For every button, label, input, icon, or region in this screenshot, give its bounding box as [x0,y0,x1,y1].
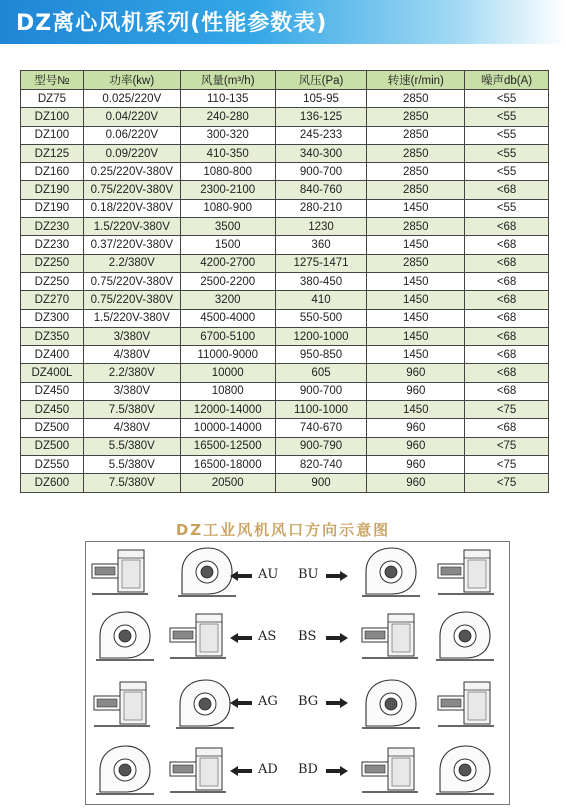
table-row [21,437,549,455]
table-cell: 2850 [367,108,465,126]
table-cell: 0.025/220V [83,90,180,108]
column-header: 功率(kw) [83,71,180,90]
table-cell: <68 [465,236,549,254]
table-cell: 4/380V [83,419,180,437]
table-cell: 3/380V [83,327,180,345]
table-cell: 380-450 [275,272,367,290]
column-header: 转速(r/min) [367,71,465,90]
table-cell: 2300-2100 [180,181,275,199]
table-cell: 1450 [367,401,465,419]
table-cell: 2.2/380V [83,364,180,382]
table-cell: 2850 [367,218,465,236]
table-cell: 7.5/380V [83,401,180,419]
table-cell: DZ160 [21,163,84,181]
table-cell: DZ230 [21,218,84,236]
table-cell: <68 [465,364,549,382]
table-cell: 2850 [367,163,465,181]
table-cell: 960 [367,419,465,437]
column-header: 型号№ [21,71,84,90]
table-cell: <68 [465,382,549,400]
table-cell: 1450 [367,291,465,309]
diagram-title: DZ工业风机风口方向示意图 [175,521,391,539]
table-cell: DZ190 [21,199,84,217]
table-cell: 11000-9000 [180,346,275,364]
table-cell: 1100-1000 [275,401,367,419]
table-cell: 280-210 [275,199,367,217]
table-cell: 0.37/220V-380V [83,236,180,254]
table-cell: 136-125 [275,108,367,126]
table-row [21,108,549,126]
table-cell: DZ75 [21,90,84,108]
label-ag: AG [258,694,278,709]
table-cell: 10000-14000 [180,419,275,437]
table-row [21,327,549,345]
table-cell: 0.75/220V-380V [83,291,180,309]
table-cell: 4/380V [83,346,180,364]
table-cell: 3500 [180,218,275,236]
table-cell: 960 [367,364,465,382]
spec-table [20,70,549,493]
table-row [21,474,549,492]
table-row [21,401,549,419]
column-header: 风量(m³/h) [180,71,275,90]
label-bu: BU [298,567,319,582]
table-cell: <68 [465,218,549,236]
table-cell: DZ500 [21,437,84,455]
table-cell: 900-700 [275,163,367,181]
table-row [21,291,549,309]
table-cell: 3200 [180,291,275,309]
table-cell: 0.25/220V-380V [83,163,180,181]
table-cell: DZ250 [21,272,84,290]
table-header-row [21,71,549,90]
fan-bu-side [438,550,494,594]
fan-bg-front [362,680,420,728]
table-cell: <68 [465,272,549,290]
table-row [21,272,549,290]
table-row [21,181,549,199]
table-row [21,199,549,217]
table-row [21,364,549,382]
table-cell: 300-320 [180,126,275,144]
table-cell: <75 [465,437,549,455]
table-cell: DZ230 [21,236,84,254]
table-cell: 960 [367,437,465,455]
table-cell: <55 [465,144,549,162]
table-cell: DZ400L [21,364,84,382]
table-cell: 1450 [367,272,465,290]
table-cell: 20500 [180,474,275,492]
table-cell: 1450 [367,199,465,217]
table-cell: 950-850 [275,346,367,364]
fan-ag-front [176,680,234,728]
table-cell: 2850 [367,126,465,144]
table-cell: <55 [465,108,549,126]
table-cell: 2850 [367,254,465,272]
table-cell: DZ100 [21,108,84,126]
table-cell: 4200-2700 [180,254,275,272]
table-cell: DZ450 [21,382,84,400]
table-cell: DZ125 [21,144,84,162]
table-cell: 1080-900 [180,199,275,217]
table-cell: <68 [465,419,549,437]
table-cell: 960 [367,382,465,400]
table-cell: 6700-5100 [180,327,275,345]
table-cell: 240-280 [180,108,275,126]
table-cell: <55 [465,90,549,108]
table-cell: 1450 [367,346,465,364]
table-cell: 605 [275,364,367,382]
table-row [21,236,549,254]
table-cell: DZ190 [21,181,84,199]
column-header: 噪声db(A) [465,71,549,90]
table-row [21,144,549,162]
header-banner [0,0,566,44]
table-cell: 2850 [367,181,465,199]
fan-au-side [92,550,148,594]
arrow-au [230,571,252,581]
table-cell: 960 [367,455,465,473]
table-cell: <68 [465,181,549,199]
arrow-ag [230,698,252,708]
fan-ag-side [94,682,150,726]
table-cell: 2850 [367,144,465,162]
table-cell: <68 [465,327,549,345]
table-cell: 4500-4000 [180,309,275,327]
column-header: 风压(Pa) [275,71,367,90]
table-cell: 900-790 [275,437,367,455]
table-row [21,126,549,144]
fan-ad-front [96,746,154,794]
table-cell: 7.5/380V [83,474,180,492]
arrow-bs [326,633,348,643]
arrow-bd [326,766,348,776]
table-cell: DZ550 [21,455,84,473]
table-cell: DZ270 [21,291,84,309]
table-cell: 2850 [367,90,465,108]
table-cell: 900 [275,474,367,492]
table-cell: 960 [367,474,465,492]
direction-diagram [85,541,510,805]
table-row [21,163,549,181]
table-cell: 1500 [180,236,275,254]
table-cell: <68 [465,309,549,327]
table-cell: 340-300 [275,144,367,162]
table-cell: <75 [465,401,549,419]
label-ad: AD [258,762,278,777]
arrow-bu [326,571,348,581]
table-cell: <68 [465,346,549,364]
table-row [21,346,549,364]
table-cell: DZ300 [21,309,84,327]
table-cell: <55 [465,126,549,144]
label-bg: BG [298,694,319,709]
table-cell: 12000-14000 [180,401,275,419]
table-row [21,419,549,437]
table-row [21,382,549,400]
table-cell: <55 [465,163,549,181]
fan-bd-side [362,748,418,792]
label-bd: BD [298,762,318,777]
label-au: AU [258,567,279,582]
table-cell: 10000 [180,364,275,382]
table-cell: 16500-18000 [180,455,275,473]
table-row [21,218,549,236]
table-cell: 820-740 [275,455,367,473]
table-cell: 0.18/220V-380V [83,199,180,217]
table-row [21,254,549,272]
table-cell: DZ500 [21,419,84,437]
table-cell: 3/380V [83,382,180,400]
table-cell: 1.5/220V-380V [83,309,180,327]
table-cell: 1230 [275,218,367,236]
table-row [21,455,549,473]
table-cell: <55 [465,199,549,217]
table-cell: 105-95 [275,90,367,108]
table-cell: 0.09/220V [83,144,180,162]
table-cell: 245-233 [275,126,367,144]
table-cell: 1200-1000 [275,327,367,345]
label-bs: BS [298,629,317,644]
fan-bd-front [436,746,494,794]
fan-bu-front [362,548,420,596]
fan-bs-front [436,612,494,660]
table-cell: 10800 [180,382,275,400]
fan-bg-side [438,682,494,726]
table-cell: 410 [275,291,367,309]
table-cell: <75 [465,455,549,473]
table-cell: 0.06/220V [83,126,180,144]
fan-bs-side [362,614,418,658]
table-cell: 1275-1471 [275,254,367,272]
table-cell: 5.5/380V [83,455,180,473]
arrow-bg [326,698,348,708]
table-cell: <75 [465,474,549,492]
arrow-ad [230,766,252,776]
table-cell: 2.2/380V [83,254,180,272]
table-cell: 900-700 [275,382,367,400]
table-cell: 1450 [367,309,465,327]
fan-au-front [178,548,236,596]
table-cell: 0.04/220V [83,108,180,126]
table-cell: 1450 [367,236,465,254]
table-cell: 1450 [367,327,465,345]
table-cell: DZ250 [21,254,84,272]
table-cell: <68 [465,254,549,272]
table-cell: DZ100 [21,126,84,144]
table-cell: 550-500 [275,309,367,327]
table-cell: 1.5/220V-380V [83,218,180,236]
table-row [21,309,549,327]
table-cell: 840-760 [275,181,367,199]
table-cell: 0.75/220V-380V [83,181,180,199]
table-cell: DZ400 [21,346,84,364]
table-cell: 110-135 [180,90,275,108]
table-body [21,90,549,493]
table-cell: DZ450 [21,401,84,419]
fan-ad-side [170,748,226,792]
table-cell: <68 [465,291,549,309]
table-cell: 1080-800 [180,163,275,181]
table-cell: 5.5/380V [83,437,180,455]
page-title: DZ离心风机系列(性能参数表) [16,11,328,36]
table-cell: 0.75/220V-380V [83,272,180,290]
table-cell: 16500-12500 [180,437,275,455]
fan-as-side [170,614,226,658]
table-cell: 360 [275,236,367,254]
table-cell: DZ350 [21,327,84,345]
table-cell: 2500-2200 [180,272,275,290]
table-cell: DZ600 [21,474,84,492]
table-cell: 410-350 [180,144,275,162]
arrow-as [230,633,252,643]
label-as: AS [258,629,277,644]
table-cell: 740-670 [275,419,367,437]
fan-as-front [96,612,154,660]
table-row [21,90,549,108]
